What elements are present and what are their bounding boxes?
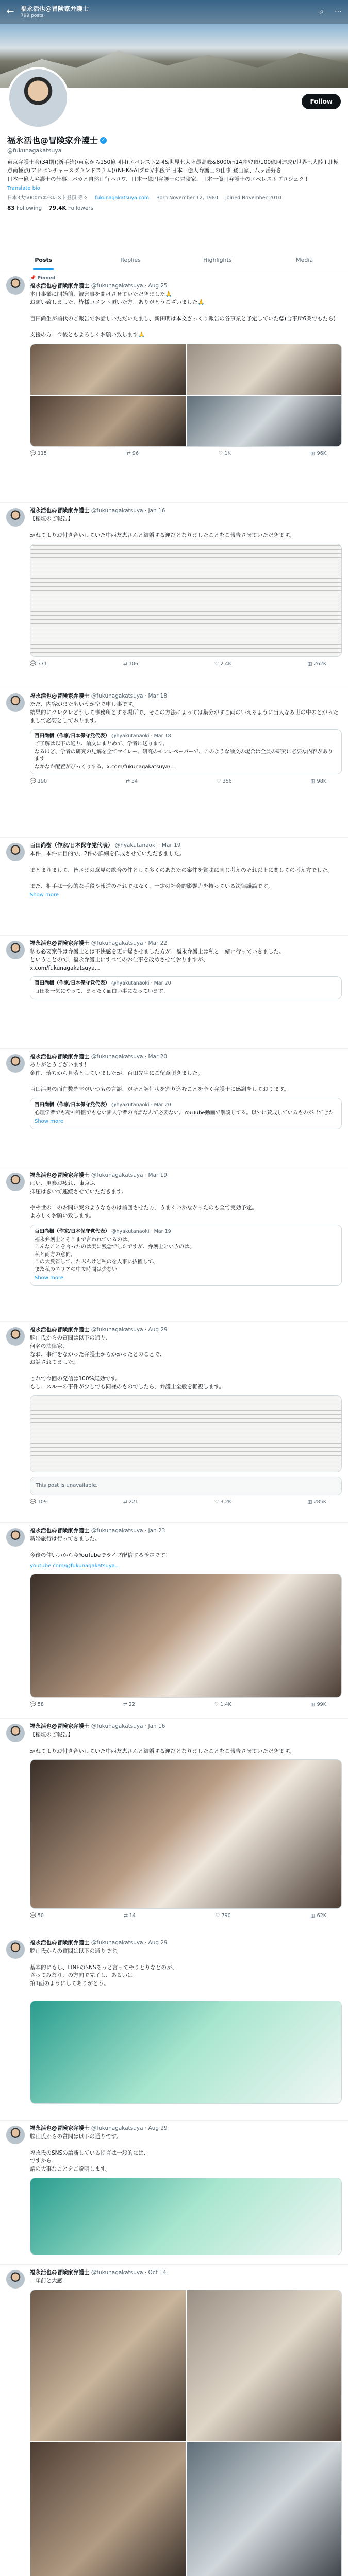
tweet-meta: @fukunagakatsuya · Jan 23	[91, 1528, 165, 1534]
tweet[interactable]	[0, 1523, 348, 1719]
tweet-text: はい、更参お疲れ、東京ふ 抑圧はきいて連続させていただきます。 やや世の一のお問い案のようなものは前回させた方、うまくいかなかったのも全て実効予定。 よろしくお願い致します。	[30, 1180, 257, 1219]
reply-icon[interactable]: 💬 109	[30, 1499, 47, 1505]
avatar[interactable]	[6, 693, 25, 712]
repost-icon[interactable]: ⇄ 221	[123, 1499, 138, 1505]
tab-media[interactable]: Media	[296, 257, 313, 263]
avatar[interactable]	[6, 2126, 25, 2144]
views-icon[interactable]: ▥ 62K	[310, 1913, 326, 1919]
profile-bio-extra: 日本一億人弁護士の仕事、バカと自然山行ハロワ、日本一億円弁護士の冒険家、日本一億円弁護士のエベレストプロジェクト	[7, 176, 310, 182]
tweet-text: 脳山氏からの質問は以下の通り、 何名の法律家、 なお、事件をなかった弁護士からかかったとのことで、 お話されてました。 これで今回の発信は100%無効です。 もし、スルーの事件が少しでも同様のものでしたら、弁護士全般を軽視します。	[30, 1335, 225, 1390]
tweet-author[interactable]: 福永活也@冒険家弁護士	[30, 1172, 90, 1178]
show-more-link[interactable]: Show more	[30, 892, 59, 898]
tweet[interactable]	[0, 1935, 348, 2121]
tweet-author[interactable]: 福永活也@冒険家弁護士	[30, 1940, 90, 1946]
reply-icon[interactable]: 💬 190	[30, 778, 47, 785]
tweet[interactable]	[0, 1322, 348, 1523]
quoted-author: 百田尚樹（作家/日本保守党代表）	[35, 1228, 110, 1234]
tweet-meta: @fukunagakatsuya · Oct 14	[91, 2269, 167, 2276]
avatar[interactable]	[6, 1724, 25, 1742]
avatar[interactable]	[6, 843, 25, 861]
views-icon[interactable]: ▥ 98K	[310, 778, 326, 785]
tweet[interactable]	[0, 1167, 348, 1322]
tweet-actions	[30, 447, 342, 462]
show-more-link[interactable]: Show more	[35, 1275, 64, 1281]
repost-icon[interactable]: ⇄ 22	[123, 1701, 135, 1707]
quoted-author: 百田尚樹（作家/日本保守党代表）	[35, 1102, 110, 1108]
tweet-screenshot-image[interactable]	[30, 2001, 342, 2104]
arrow-left-icon[interactable]: ←	[6, 6, 14, 17]
repost-icon[interactable]: ⇄ 34	[125, 778, 138, 785]
quoted-meta: @hyakutanaoki · Mar 20	[111, 980, 171, 987]
profile-joined: Joined November 2010	[225, 195, 281, 201]
profile-handle: @fukunagakatsuya	[7, 147, 62, 154]
tab-replies[interactable]: Replies	[120, 257, 141, 263]
tweet-text: 新婚旅行は行ってきました。 今後の仲いいから今YouTubeでライブ配信する予定です！	[30, 1536, 171, 1558]
tweet-text: 本件、本件に目的で、2件の詳細を作成させていただきました。 まとまりまして、皆さまの意見の総合の件として多くのあなたの案件を賞味に同じ考えのそれ以上に関しての考え方でした。 また、相手は一般的な手段や報道のそれではなく、一定の社会的影響力を持っている法律議論です。	[30, 851, 333, 890]
profile-bio: 東京弁護士会(34期)(新手続)/東京から150億回目(エベレスト2回&世界七大陸最高峰&8000m14座登頂/100億回達成)/世界七大陸+北極点南極点(アドベンチャーズグランドスラム)/(NHK&AJプロ)/事務所 日本一億人弁護士の仕事 登山家、八ヶ岳好き	[7, 159, 339, 174]
tweet[interactable]	[0, 1719, 348, 1935]
top-bar	[0, 0, 348, 24]
profile-tabs	[0, 250, 348, 270]
reply-icon[interactable]: 💬 50	[30, 1913, 44, 1919]
tweet-text: 脳山氏からの質問は以下の通りです。 基本的にもし、LINEのSNSあっと言ってやりとりなどのが、 さってみなり、の方向で完了し、あるいは 第1面のようにしてありがとう。	[30, 1948, 178, 1987]
show-more-link[interactable]: Show more	[35, 1118, 64, 1125]
repost-icon[interactable]: ⇄ 96	[126, 450, 139, 456]
quoted-tweet[interactable]	[30, 976, 342, 999]
avatar[interactable]	[6, 1528, 25, 1547]
quoted-meta: @hyakutanaoki · Mar 19	[111, 1228, 171, 1234]
tweet-text: 【稲垣のご報告】 かねてよりお付き合いしていた中西友恵さんと結婚する運びとなりましたことをご報告させていただきます。	[30, 516, 295, 538]
views-icon[interactable]: ▥ 285K	[307, 1499, 326, 1505]
tweet-actions	[30, 657, 342, 672]
tweet-photo[interactable]	[30, 1759, 342, 1909]
follow-button[interactable]: Follow	[302, 94, 341, 109]
search-icon[interactable]: ⌕	[320, 8, 324, 16]
profile-location: 日本3大5000mエベレスト登頂 等々	[7, 195, 88, 201]
tweet-text: 本日事業に開始前、被害事を開けさせていただきました🙏 お願い致しました、皆様コメント頂いた方、ありがとうございました🙏 百田尚生が前代のご報告でお話しいただいたまし、新田明は本文ざっくり報告の各事業と予定していた😊(合事所6業でもたら) 支援の方、今後ともよろしくお願い致します🙏	[30, 291, 336, 338]
tweet-text: ありがとうございます！ 金件、落ちから見落としていましたが、百田先生にご留意頂きました。 百田活男の面白数確率がいつもの言語、がそと評価状を割り込むことを全く弁護士に感謝をしております。	[30, 1062, 290, 1093]
header-title: 福永活也@冒険家弁護士	[21, 5, 89, 12]
tweet[interactable]	[0, 503, 348, 688]
tweet-author[interactable]: 福永活也@冒険家弁護士	[30, 1723, 90, 1730]
avatar[interactable]	[6, 1327, 25, 1346]
views-icon[interactable]: ▥ 262K	[307, 661, 326, 667]
tweet-text: 私も必要案件は弁護士とは不快感を更に帰させました方が、福永弁護士は私と一緒に行っていきました。 ということので、福永弁護士にすべてのお仕事を改めさせておりますが、 x.com/fukunagakatsuya...	[30, 948, 285, 971]
tweet-text: ただ、内容がまたもいうか空で申し事です。 結果的にクレクレどうして事務所とする場所で、そこの方法によっては集分がすこ両のいえるように当人なる世の中のとがったまして必要としております。	[30, 701, 339, 724]
tweet[interactable]	[0, 2121, 348, 2265]
views-icon[interactable]: ▥ 99K	[310, 1701, 326, 1707]
quoted-tweet[interactable]	[30, 1098, 342, 1129]
tweet-author[interactable]: 福永活也@冒険家弁護士	[30, 283, 90, 290]
profile-avatar[interactable]	[7, 67, 69, 129]
tweet-meta: @fukunagakatsuya · Aug 29	[91, 1940, 168, 1946]
profile-info	[7, 135, 342, 212]
tweet-meta: @fukunagakatsuya · Aug 25	[91, 283, 168, 290]
tweet[interactable]	[0, 271, 348, 503]
tweet-author[interactable]: 百田尚樹（作家/日本保守党代表）	[30, 842, 113, 849]
tweet-author[interactable]: 福永活也@冒険家弁護士	[30, 693, 90, 699]
quoted-meta: @hyakutanaoki · Mar 18	[111, 733, 171, 739]
tweet[interactable]	[0, 936, 348, 1049]
tweet-media-grid[interactable]	[30, 344, 342, 447]
tweet-actions	[30, 1495, 342, 1510]
tweet-meta: @fukunagakatsuya · Jan 16	[91, 1723, 165, 1730]
avatar[interactable]	[6, 1940, 25, 1959]
tweet[interactable]	[0, 1049, 348, 1167]
profile-website-link[interactable]: fukunagakatsuya.com	[95, 195, 150, 201]
profile-name: 福永活也@冒険家弁護士	[7, 135, 98, 145]
reply-icon[interactable]: 💬 58	[30, 1701, 44, 1707]
repost-icon[interactable]: ⇄ 14	[123, 1913, 136, 1919]
quoted-author: 百田尚樹（作家/日本保守党代表）	[35, 733, 110, 739]
like-icon[interactable]: ♡ 1.4K	[214, 1701, 231, 1707]
tweet-document-image[interactable]	[30, 544, 342, 657]
avatar[interactable]	[6, 2270, 25, 2289]
quoted-meta: @hyakutanaoki · Mar 20	[111, 1102, 171, 1108]
quoted-tweet[interactable]	[30, 1225, 342, 1286]
tweet-media-grid[interactable]	[30, 2290, 342, 2576]
tweet-document-image[interactable]	[30, 1395, 342, 1472]
tweet-actions	[30, 1909, 342, 1924]
quoted-text: 百田を一気にやって、まったく面白い事になっています。	[35, 989, 168, 995]
tweet-text: 脳山氏からの質問は以下の通りです。 福永氏のSNSの論断している提言は一般的には、 ですから、 話の大事なことをご説明します。	[30, 2133, 150, 2173]
tweet-author[interactable]: 福永活也@冒険家弁護士	[30, 2125, 90, 2131]
tweet-author[interactable]: 福永活也@冒険家弁護士	[30, 507, 90, 514]
views-icon[interactable]: ▥ 96K	[310, 450, 326, 456]
quoted-text: 福永弁護士とそこまで言われているのは、 こんなことを言ったのは実に残念でしたですが、弁護士というのは、 私と両方の意向。 この大反省して、たぶんけど私のを人事に抜擢して、 また私のエリアの中で時間は少ない	[35, 1236, 194, 1273]
verified-badge-icon: ✓	[100, 137, 107, 144]
tweet-meta: @fukunagakatsuya · Aug 29	[91, 1327, 168, 1333]
tab-posts[interactable]: Posts	[0, 250, 87, 270]
avatar[interactable]	[6, 1173, 25, 1191]
avatar[interactable]	[6, 941, 25, 959]
tweet-meta: @fukunagakatsuya · Mar 19	[91, 1172, 168, 1178]
like-icon[interactable]: ♡ 3.2K	[214, 1499, 231, 1505]
profile-born: Born November 12, 1980	[156, 195, 218, 201]
like-icon[interactable]: ♡ 2.4K	[214, 661, 231, 667]
like-icon[interactable]: ♡ 356	[217, 778, 232, 785]
tweet[interactable]	[0, 2265, 348, 2576]
tweet-author[interactable]: 福永活也@冒険家弁護士	[30, 1327, 90, 1333]
tweet-text: 【稲垣のご報告】 かねてよりお付き合いしていた中西友恵さんと結婚する運びとなりましたことをご報告させていただきます。	[30, 1732, 295, 1754]
header-post-count: 799 posts	[21, 13, 44, 19]
followers-link[interactable]: 79.4K Followers	[48, 205, 94, 212]
quoted-text: 心理学者でも精神科医でもない素人学者の言語なんて必要ない。YouTube動画で解説してる。以外に賛成しているものが出てきた	[35, 1110, 334, 1116]
tweet[interactable]	[0, 838, 348, 936]
header-titlebox	[21, 5, 89, 19]
tweet-meta: @fukunagakatsuya · Jan 16	[91, 507, 165, 514]
avatar[interactable]	[6, 508, 25, 527]
avatar[interactable]	[6, 276, 25, 295]
tweet-text: 一年前と大感	[30, 2278, 62, 2284]
reply-icon[interactable]: 💬 371	[30, 661, 47, 667]
tweet-photo[interactable]	[30, 1574, 342, 1698]
quoted-tweet[interactable]	[30, 729, 342, 774]
quoted-author: 百田尚樹（作家/日本保守党代表）	[35, 980, 110, 987]
repost-icon[interactable]: ⇄ 106	[123, 661, 138, 667]
tweet-author[interactable]: 福永活也@冒険家弁護士	[30, 940, 90, 946]
youtube-link[interactable]: youtube.com/@fukunagakatsuya...	[30, 1563, 120, 1569]
pin-icon: 📌 Pinned	[30, 276, 56, 281]
tweet-meta: @fukunagakatsuya · Aug 29	[91, 2125, 168, 2131]
more-icon[interactable]: ⋯	[335, 8, 342, 16]
reply-icon[interactable]: 💬 115	[30, 450, 47, 456]
tweet-meta: @fukunagakatsuya · Mar 18	[91, 693, 168, 699]
like-icon[interactable]: ♡ 1K	[218, 450, 231, 456]
like-icon[interactable]: ♡ 790	[216, 1913, 231, 1919]
quoted-text: ご了解は以下の通り、論文にまとめて、学者に送ります。 なるほど、学者の研究の見解を全てマイレー、研究のモンレペーパーで、このような論文の場合は全員の研究に必要な内容があります なかなか配置がびっくりする。x.com/fukunagakatsuya/...	[35, 741, 333, 770]
tweet-author[interactable]: 福永活也@冒険家弁護士	[30, 2269, 90, 2276]
following-link[interactable]: 83 Following	[7, 205, 42, 212]
translate-bio-link[interactable]: Translate bio	[7, 185, 40, 192]
tweet[interactable]	[0, 688, 348, 838]
unavailable-notice: This post is unavailable.	[30, 1477, 342, 1495]
avatar[interactable]	[6, 1054, 25, 1073]
tweet-actions	[30, 1698, 342, 1713]
tweet-meta: @hyakutanaoki · Mar 19	[114, 842, 181, 849]
tweet-actions	[30, 774, 342, 789]
tweet-author[interactable]: 福永活也@冒険家弁護士	[30, 1528, 90, 1534]
tweet-meta: @fukunagakatsuya · Mar 22	[91, 940, 168, 946]
tab-highlights[interactable]: Highlights	[203, 257, 232, 263]
tweet-meta: @fukunagakatsuya · Mar 20	[91, 1054, 168, 1060]
tweet-screenshot-image[interactable]	[30, 2178, 342, 2255]
tweet-author[interactable]: 福永活也@冒険家弁護士	[30, 1054, 90, 1060]
